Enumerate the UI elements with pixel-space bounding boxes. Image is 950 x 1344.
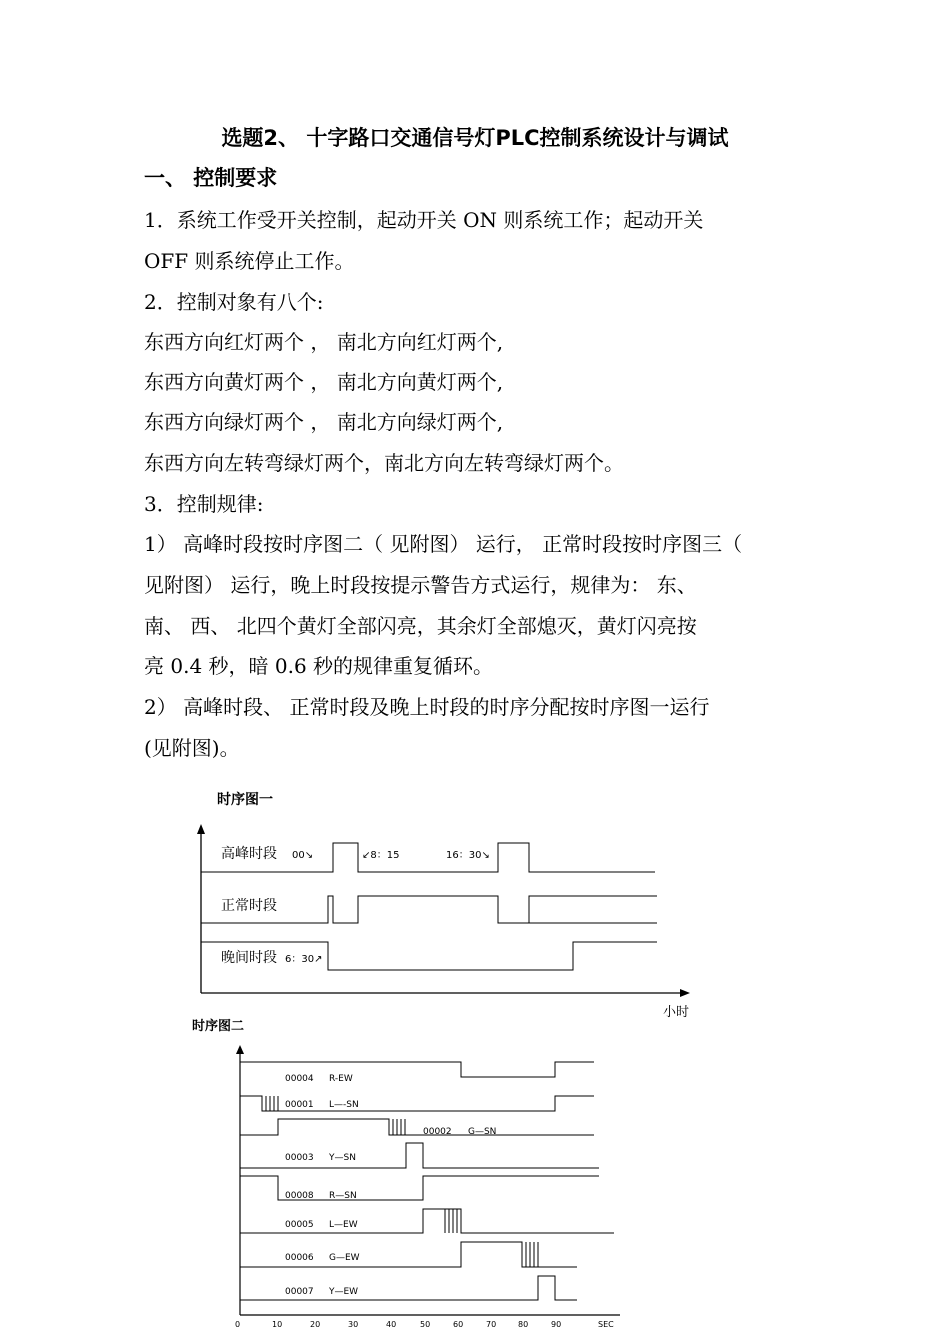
section-heading: 一、 控制要求 bbox=[144, 166, 278, 190]
signal-code: 00007 bbox=[285, 1287, 314, 1297]
diagram1-row-label: 正常时段 bbox=[221, 898, 277, 914]
paragraph-line: 东西方向黄灯两个 ， 南北方向黄灯两个, bbox=[144, 370, 504, 394]
signal-code: 00008 bbox=[285, 1191, 314, 1201]
diagram1-xunit: 小时 bbox=[663, 1005, 690, 1020]
diagram1-note: ↙8：15 bbox=[362, 850, 400, 861]
signal-code: 00001 bbox=[285, 1100, 314, 1110]
signal-name: L—-SN bbox=[329, 1100, 359, 1110]
x-tick: 10 bbox=[272, 1320, 283, 1329]
signal-code: 00004 bbox=[285, 1074, 314, 1084]
diagram1-note: 00↘ bbox=[292, 850, 314, 861]
x-tick: 0 bbox=[235, 1320, 241, 1329]
document-title: 选题2、 十字路口交通信号灯PLC控制系统设计与调试 bbox=[221, 126, 729, 150]
x-tick: 80 bbox=[518, 1320, 529, 1329]
signal-name: G—EW bbox=[329, 1253, 360, 1263]
diagram1-row-label: 高峰时段 bbox=[221, 846, 277, 862]
x-tick: 50 bbox=[420, 1320, 431, 1329]
paragraph-line: 2．控制对象有八个: bbox=[144, 290, 324, 314]
x-tick: 70 bbox=[486, 1320, 497, 1329]
diagram1-title: 时序图一 bbox=[217, 792, 273, 808]
x-tick: 60 bbox=[453, 1320, 464, 1329]
signal-code: 00006 bbox=[285, 1253, 314, 1263]
signal-name: L—EW bbox=[329, 1220, 358, 1230]
signal-name: Y—EW bbox=[329, 1287, 359, 1297]
diagram1-row-label: 晚间时段 bbox=[221, 950, 277, 966]
paragraph-line: 1．系统工作受开关控制，起动开关 ON 则系统工作；起动开关 bbox=[144, 208, 704, 232]
paragraph-line: 亮 0.4 秒，暗 0.6 秒的规律重复循环。 bbox=[144, 654, 494, 678]
paragraph-line: 东西方向绿灯两个 ， 南北方向绿灯两个, bbox=[144, 410, 504, 434]
x-tick: 30 bbox=[348, 1320, 359, 1329]
signal-name: G—SN bbox=[468, 1127, 497, 1137]
x-tick: 20 bbox=[310, 1320, 321, 1329]
timing-diagram-2 bbox=[0, 1010, 950, 1344]
timing-diagram-1 bbox=[0, 780, 950, 1030]
x-tick: 90 bbox=[551, 1320, 562, 1329]
signal-code: 00002 bbox=[423, 1127, 452, 1137]
diagram1-note: 6：30↗ bbox=[285, 954, 323, 965]
paragraph-line: 3．控制规律: bbox=[144, 492, 264, 516]
paragraph-line: 东西方向左转弯绿灯两个，南北方向左转弯绿灯两个。 bbox=[144, 451, 624, 475]
diagram1-note: 16：30↘ bbox=[446, 850, 490, 861]
paragraph-line: OFF 则系统停止工作。 bbox=[144, 249, 355, 273]
signal-name: R-EW bbox=[329, 1074, 353, 1084]
paragraph-line: 2） 高峰时段、 正常时段及晚上时段的时序分配按时序图一运行 bbox=[144, 695, 710, 719]
paragraph-line: (见附图)。 bbox=[144, 736, 240, 760]
signal-code: 00005 bbox=[285, 1220, 314, 1230]
diagram2-xunit: SEC bbox=[598, 1320, 614, 1329]
paragraph-line: 1） 高峰时段按时序图二（ 见附图） 运行， 正常时段按时序图三（ bbox=[144, 532, 743, 556]
paragraph-line: 见附图） 运行，晚上时段按提示警告方式运行，规律为： 东、 bbox=[144, 573, 697, 597]
signal-name: Y—SN bbox=[329, 1153, 356, 1163]
paragraph-line: 东西方向红灯两个 ， 南北方向红灯两个, bbox=[144, 330, 504, 354]
signal-code: 00003 bbox=[285, 1153, 314, 1163]
x-tick: 40 bbox=[386, 1320, 397, 1329]
paragraph-line: 南、 西、 北四个黄灯全部闪亮，其余灯全部熄灭，黄灯闪亮按 bbox=[144, 614, 697, 638]
diagram2-title: 时序图二 bbox=[192, 1019, 245, 1034]
signal-name: R—SN bbox=[329, 1191, 357, 1201]
